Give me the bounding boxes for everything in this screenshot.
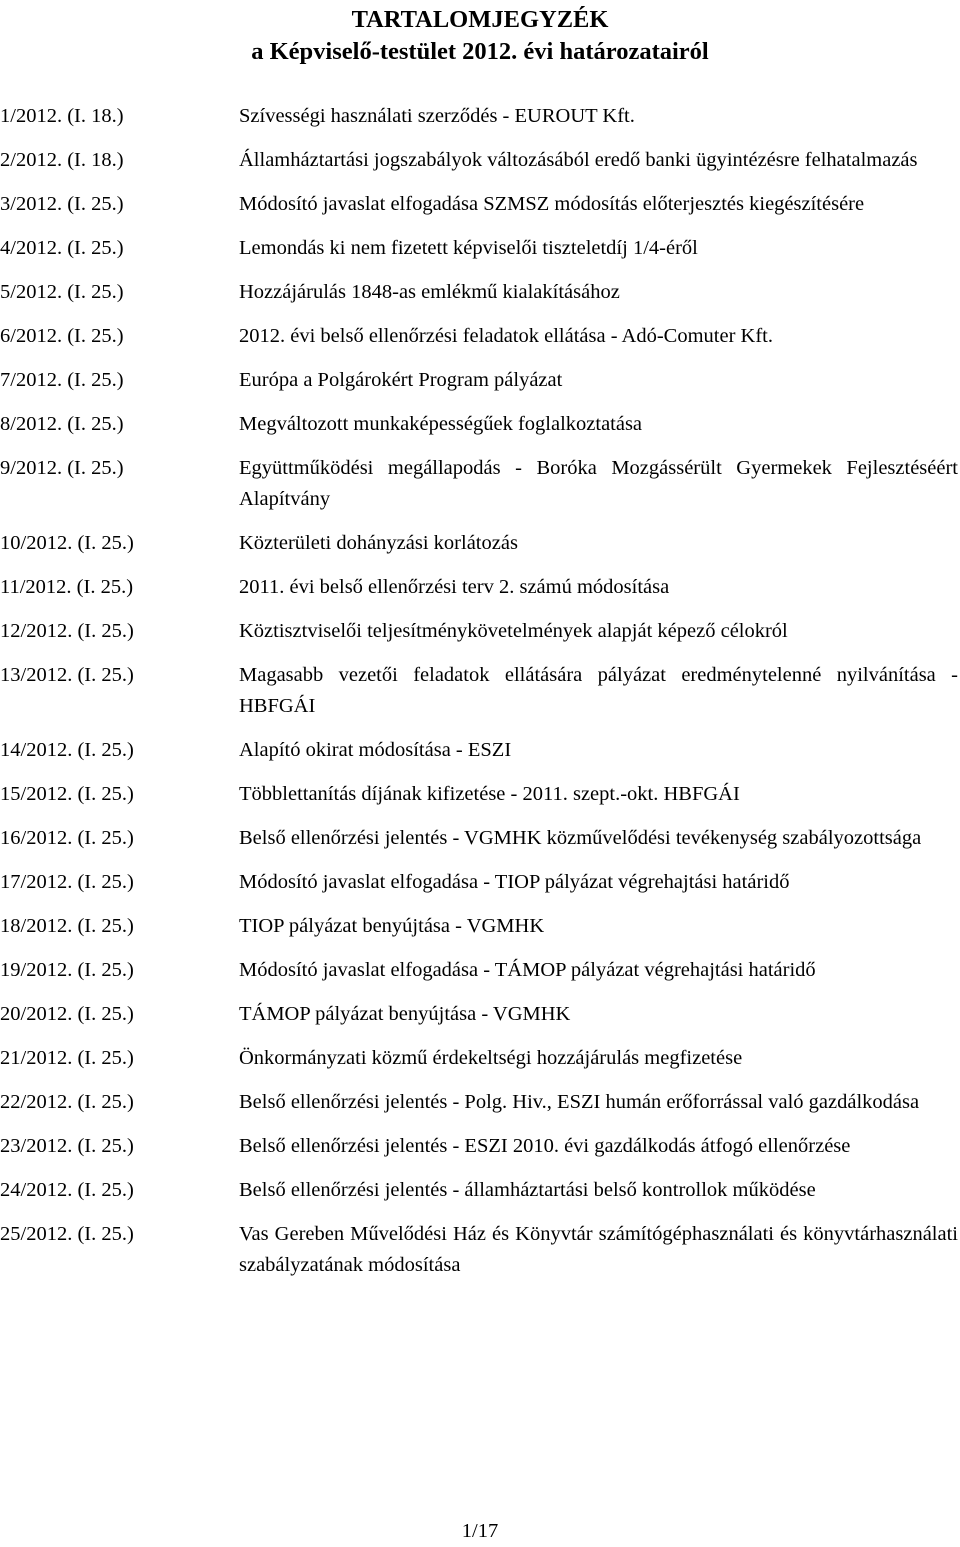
toc-entry [0, 735, 958, 766]
resolution-title: TIOP pályázat benyújtása - VGMHK [239, 915, 545, 937]
title-line-2: a Képviselő-testület 2012. évi határozatairól [251, 38, 709, 65]
resolution-number: 22/2012. (I. 25.) [0, 1091, 134, 1113]
resolution-title: 2012. évi belső ellenőrzési feladatok ellátása - Adó-Comuter Kft. [239, 325, 773, 347]
resolution-title: Európa a Polgárokért Program pályázat [239, 369, 563, 391]
resolution-number: 23/2012. (I. 25.) [0, 1135, 134, 1157]
resolution-number: 2/2012. (I. 18.) [0, 149, 124, 171]
title-line-1: TARTALOMJEGYZÉK [351, 6, 609, 33]
resolution-title: Belső ellenőrzési jelentés - államháztartási belső kontrollok működése [239, 1179, 816, 1201]
resolution-title: Módosító javaslat elfogadása - TIOP pályázat végrehajtási határidő [239, 871, 790, 893]
toc-entry [0, 321, 958, 352]
resolution-number: 12/2012. (I. 25.) [0, 620, 134, 642]
resolution-number: 7/2012. (I. 25.) [0, 369, 124, 391]
resolution-title: Szívességi használati szerződés - EUROUT Kft. [239, 105, 635, 127]
resolution-title: Belső ellenőrzési jelentés - VGMHK közművelődési tevékenység szabályozottsága [239, 827, 922, 849]
toc-entry [0, 1043, 958, 1074]
resolution-title: Együttműködési megállapodás - Boróka Mozgássérült Gyermekek Fejlesztéséért Alapítvány [239, 457, 958, 510]
resolution-number: 8/2012. (I. 25.) [0, 413, 124, 435]
resolution-title: Köztisztviselői teljesítménykövetelmények alapját képező célokról [239, 620, 788, 642]
resolution-number: 4/2012. (I. 25.) [0, 237, 124, 259]
resolution-number: 11/2012. (I. 25.) [0, 576, 134, 598]
resolution-title: Módosító javaslat elfogadása - TÁMOP pályázat végrehajtási határidő [239, 959, 816, 981]
resolution-number: 24/2012. (I. 25.) [0, 1179, 134, 1201]
resolution-number: 1/2012. (I. 18.) [0, 105, 124, 127]
toc-entry [0, 409, 958, 440]
toc-entry [0, 189, 958, 220]
toc-entry [0, 101, 958, 132]
resolution-title: Lemondás ki nem fizetett képviselői tiszteletdíj 1/4-éről [239, 237, 698, 259]
resolution-title: Belső ellenőrzési jelentés - ESZI 2010. évi gazdálkodás átfogó ellenőrzése [239, 1135, 851, 1157]
resolution-number: 17/2012. (I. 25.) [0, 871, 134, 893]
resolution-number: 9/2012. (I. 25.) [0, 457, 124, 479]
toc-entry [0, 277, 958, 308]
toc-entry [0, 1175, 958, 1206]
toc-entry [0, 955, 958, 986]
resolution-number: 18/2012. (I. 25.) [0, 915, 134, 937]
toc-entry [0, 911, 958, 942]
resolution-title: Többlettanítás díjának kifizetése - 2011. szept.-okt. HBFGÁI [239, 783, 740, 805]
document-title [0, 4, 960, 68]
toc-entry [0, 1087, 958, 1118]
resolution-title: Módosító javaslat elfogadása SZMSZ módosítás előterjesztés kiegészítésére [239, 193, 865, 215]
resolution-title: Önkormányzati közmű érdekeltségi hozzájárulás megfizetése [239, 1047, 743, 1069]
resolution-number: 20/2012. (I. 25.) [0, 1003, 134, 1025]
resolution-number: 13/2012. (I. 25.) [0, 664, 134, 686]
resolution-number: 21/2012. (I. 25.) [0, 1047, 134, 1069]
toc-entry [0, 779, 958, 810]
resolution-title: Hozzájárulás 1848-as emlékmű kialakításához [239, 281, 620, 303]
page-number: 1/17 [461, 1520, 499, 1542]
resolution-title: Közterületi dohányzási korlátozás [239, 532, 518, 554]
resolution-number: 16/2012. (I. 25.) [0, 827, 134, 849]
resolution-number: 14/2012. (I. 25.) [0, 739, 134, 761]
resolution-number: 19/2012. (I. 25.) [0, 959, 134, 981]
resolution-title: Megváltozott munkaképességűek foglalkoztatása [239, 413, 643, 435]
resolution-number: 5/2012. (I. 25.) [0, 281, 124, 303]
resolution-title: 2011. évi belső ellenőrzési terv 2. számú módosítása [239, 576, 670, 598]
toc-entry [0, 365, 958, 396]
resolution-title: Belső ellenőrzési jelentés - Polg. Hiv., ESZI humán erőforrással való gazdálkodása [239, 1091, 920, 1113]
resolution-number: 10/2012. (I. 25.) [0, 532, 134, 554]
toc-entry [0, 660, 958, 722]
toc-entry [0, 823, 958, 854]
toc-entry [0, 453, 958, 515]
resolution-number: 3/2012. (I. 25.) [0, 193, 124, 215]
resolution-title: Államháztartási jogszabályok változásából eredő banki ügyintézésre felhatalmazás [239, 149, 918, 171]
toc-entry [0, 1219, 958, 1281]
resolution-title: Magasabb vezetői feladatok ellátására pályázat eredménytelenné nyilvánítása - HBFGÁI [239, 664, 958, 717]
toc-entry [0, 1131, 958, 1162]
resolution-title: TÁMOP pályázat benyújtása - VGMHK [239, 1003, 571, 1025]
resolution-title: Vas Gereben Művelődési Ház és Könyvtár számítógéphasználati és könyvtárhasználati szabályzatának módosítása [239, 1223, 958, 1276]
toc-entry [0, 233, 958, 264]
toc-entry [0, 616, 958, 647]
resolution-number: 6/2012. (I. 25.) [0, 325, 124, 347]
toc-list [0, 101, 958, 1294]
toc-entry [0, 999, 958, 1030]
resolution-number: 15/2012. (I. 25.) [0, 783, 134, 805]
resolution-number: 25/2012. (I. 25.) [0, 1223, 134, 1245]
toc-entry [0, 528, 958, 559]
resolution-title: Alapító okirat módosítása - ESZI [239, 739, 512, 761]
toc-entry [0, 145, 958, 176]
toc-entry [0, 867, 958, 898]
toc-entry [0, 572, 958, 603]
